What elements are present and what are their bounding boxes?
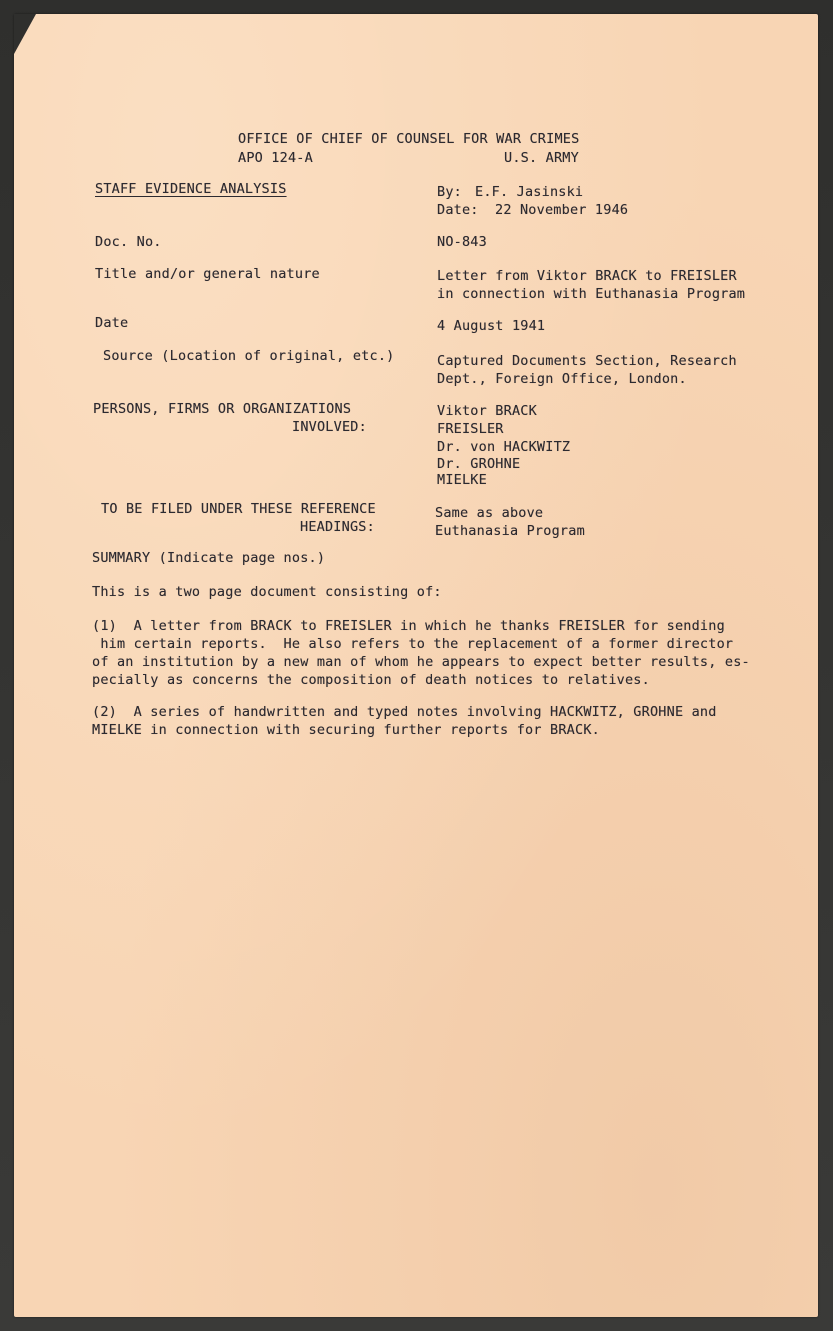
summary-intro: This is a two page document consisting of: — [92, 584, 442, 600]
summary-item-1-line: of an institution by a new man of whom he appears to expect better results, es- — [92, 654, 750, 670]
persons-label-line-2: INVOLVED: — [292, 419, 367, 435]
date-label: Date: — [437, 202, 479, 218]
by-label: By: — [437, 184, 462, 200]
office-heading: OFFICE OF CHIEF OF COUNSEL FOR WAR CRIMES — [238, 131, 580, 147]
doc-no-label: Doc. No. — [95, 234, 162, 250]
title-value-line-1: Letter from Viktor BRACK to FREISLER — [437, 268, 737, 284]
army-label: U.S. ARMY — [504, 150, 579, 166]
filed-label-line-2: HEADINGS: — [300, 519, 375, 535]
summary-item-2-line: MIELKE in connection with securing further reports for BRACK. — [92, 722, 600, 738]
source-label: Source (Location of original, etc.) — [103, 348, 395, 364]
analysis-title: STAFF EVIDENCE ANALYSIS — [95, 181, 287, 197]
doc-date-value: 4 August 1941 — [437, 318, 546, 334]
person-item: Dr. GROHNE — [437, 456, 521, 472]
title-value-line-2: in connection with Euthanasia Program — [437, 286, 746, 302]
by-value: E.F. Jasinski — [475, 184, 584, 200]
date-value: 22 November 1946 — [495, 202, 629, 218]
person-item: Viktor BRACK — [437, 403, 537, 419]
summary-item-1-line: pecially as concerns the composition of death notices to relatives. — [92, 672, 650, 688]
filed-value-line-2: Euthanasia Program — [435, 523, 585, 539]
persons-label-line-1: PERSONS, FIRMS OR ORGANIZATIONS — [93, 401, 352, 417]
title-label: Title and/or general nature — [95, 266, 320, 282]
person-item: FREISLER — [437, 421, 504, 437]
filed-value-line-1: Same as above — [435, 505, 544, 521]
summary-heading: SUMMARY (Indicate page nos.) — [92, 550, 326, 566]
summary-item-2-line: (2) A series of handwritten and typed notes involving HACKWITZ, GROHNE and — [92, 704, 717, 720]
filed-label-line-1: TO BE FILED UNDER THESE REFERENCE — [101, 501, 376, 517]
person-item: MIELKE — [437, 472, 487, 488]
apo-number: APO 124-A — [238, 150, 313, 166]
summary-item-1-line: (1) A letter from BRACK to FREISLER in which he thanks FREISLER for sending — [92, 618, 725, 634]
torn-corner — [14, 14, 36, 54]
doc-date-label: Date — [95, 315, 129, 331]
source-value-line-2: Dept., Foreign Office, London. — [437, 371, 687, 387]
source-value-line-1: Captured Documents Section, Research — [437, 353, 737, 369]
summary-item-1-line: him certain reports. He also refers to the replacement of a former director — [92, 636, 734, 652]
doc-no-value: NO-843 — [437, 234, 487, 250]
person-item: Dr. von HACKWITZ — [437, 439, 571, 455]
